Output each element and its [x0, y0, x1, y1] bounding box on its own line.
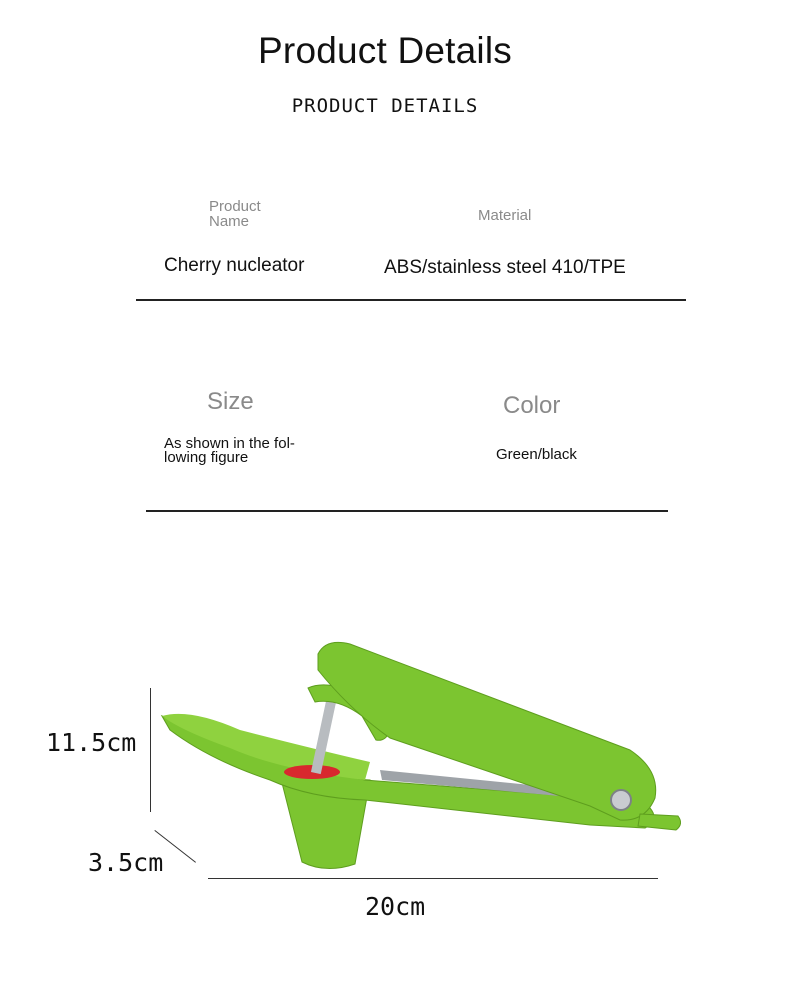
height-dimension-line — [150, 688, 151, 812]
divider-line — [146, 510, 668, 512]
length-dimension: 20cm — [365, 892, 426, 921]
product-name-label: Product Name — [209, 198, 261, 230]
color-label: Color — [503, 392, 561, 419]
material-label: Material — [478, 207, 532, 224]
material-value: ABS/stainless steel 410/TPE — [384, 257, 626, 278]
size-label: Size — [207, 388, 254, 415]
page-title: Product Details — [258, 30, 512, 71]
page-subtitle: PRODUCT DETAILS — [291, 95, 479, 117]
depth-dimension: 3.5cm — [88, 848, 164, 877]
cherry-pitter-image — [150, 630, 690, 880]
product-name-value: Cherry nucleator — [164, 255, 305, 276]
divider-line — [136, 299, 686, 301]
size-value: As shown in the fol- lowing figure — [164, 435, 295, 466]
length-dimension-line — [208, 878, 658, 879]
height-dimension: 11.5cm — [46, 728, 137, 757]
hinge-rivet — [611, 790, 631, 810]
color-value: Green/black — [496, 446, 577, 463]
